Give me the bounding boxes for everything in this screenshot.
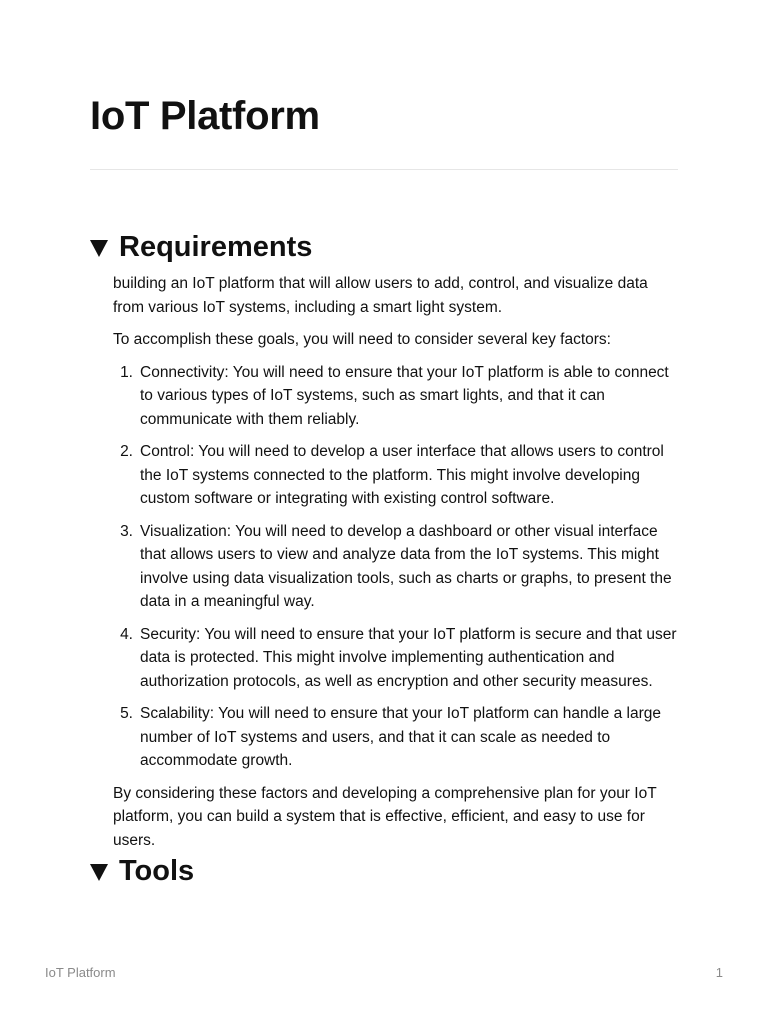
list-item-number: 1. [120,363,133,381]
list-item-number: 3. [120,522,133,540]
requirements-intro: building an IoT platform that will allow users to add, control, and visualize data from various IoT systems, including a smart light system. [113,275,648,316]
list-item-text: Scalability: You will need to ensure that your IoT platform can handle a large number of IoT systems and users, and that it can scale as needed to accommodate growth. [140,705,662,769]
title-divider [90,169,678,170]
toggle-heading-requirements[interactable] [90,230,312,264]
toggle-heading-tools[interactable] [90,854,194,888]
requirements-conclusion: By considering these factors and developing a comprehensive plan for your IoT platform, you can build a system that is effective, efficient, and easy to use for users. [113,784,657,849]
tools-heading-label: Tools [119,855,195,887]
requirements-lead: To accomplish these goals, you will need to consider several key factors: [113,331,611,348]
toggle-triangle-down-icon[interactable] [90,864,108,881]
footer-document-title: IoT Platform [45,965,116,980]
factors-list [113,361,681,773]
list-item [113,440,681,511]
requirements-body [113,272,681,852]
list-item-text: Security: You will need to ensure that your IoT platform is secure and that user data is protected. This might involve implementing authentication and authorization protocols, as well as encryption and other security measures. [140,625,677,690]
toggle-triangle-down-icon[interactable] [90,240,108,257]
footer-page-number: 1 [715,965,723,980]
page-title: IoT Platform [90,94,320,138]
list-item-text: Control: You will need to develop a user interface that allows users to control the IoT systems connected to the platform. This might involve developing custom software or integrating with existing control software. [140,443,664,507]
list-item-number: 2. [120,443,133,460]
list-item [113,361,681,432]
requirements-heading-label: Requirements [119,231,313,263]
list-item [113,702,681,773]
list-item-number: 5. [120,705,133,722]
list-item-text: Visualization: You will need to develop a dashboard or other visual interface that allows users to view and analyze data from the IoT systems. This might involve using data visualization tools, such as charts or graphs, to present the data in a meaningful way. [140,522,672,610]
list-item [113,520,681,614]
list-item [113,623,681,694]
list-item-text: Connectivity: You will need to ensure that your IoT platform is able to connect to various types of IoT systems, such as smart lights, and that it can communicate with them reliably. [140,363,669,428]
list-item-number: 4. [120,625,133,643]
